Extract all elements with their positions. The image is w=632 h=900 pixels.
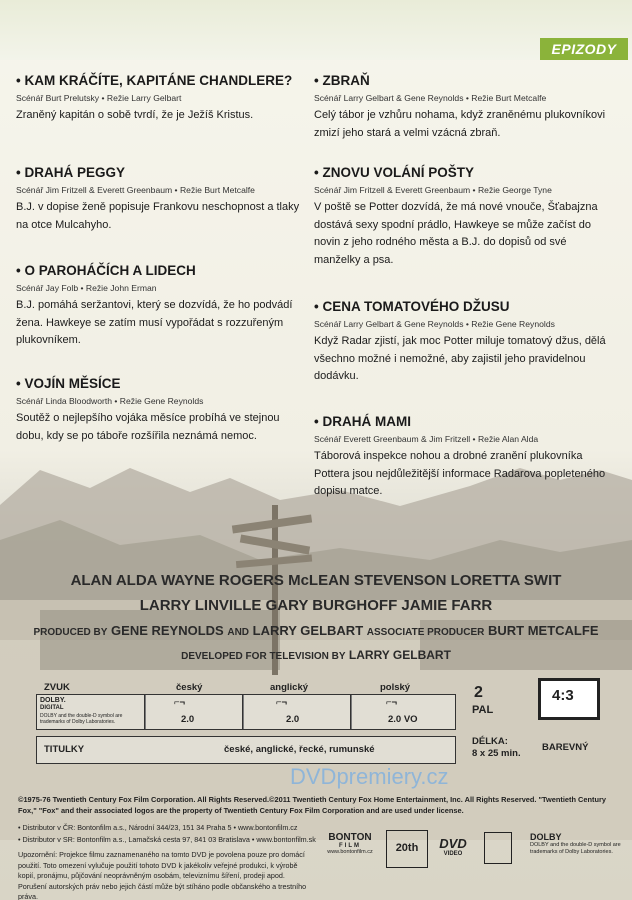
- episode-title: • ZNOVU VOLÁNÍ POŠTY: [314, 165, 474, 180]
- and-label: AND: [227, 627, 250, 638]
- bonton-logo-sub: FILM: [339, 843, 361, 849]
- produced-by-label: PRODUCED BY: [33, 627, 108, 638]
- lang-en: anglický: [270, 682, 309, 693]
- lang-cz: český: [176, 682, 203, 693]
- episode-title: • CENA TOMATOVÉHO DŽUSU: [314, 299, 510, 314]
- delka-value: 8 x 25 min.: [472, 748, 521, 759]
- episodes-tag: EPIZODY: [540, 38, 628, 60]
- dolby-logo-note: DOLBY and the double-D symbol are trademarks of Dolby Laboratories.: [530, 842, 621, 855]
- producer-credits: [0, 623, 632, 638]
- dvd-video-logo: [430, 836, 476, 857]
- episode-item: [16, 262, 301, 350]
- episode-title: • ZBRAŇ: [314, 73, 370, 88]
- audio-value-pl: 2.0 VO: [388, 714, 418, 725]
- developed-label: DEVELOPED FOR TELEVISION BY: [181, 651, 346, 662]
- episode-credits: Scénář Larry Gelbart & Gene Reynolds • Režie Gene Reynolds: [314, 319, 555, 329]
- episode-title: • KAM KRÁČÍTE, KAPITÁNE CHANDLERE?: [16, 73, 293, 88]
- episode-credits: Scénář Everett Greenbaum & Jim Fritzell • Režie Alan Alda: [314, 434, 539, 444]
- dvd-logo-text: DVD: [439, 836, 467, 851]
- dolby-note: DOLBY and the double-D symbol are trademarks of Dolby Laboratories.: [40, 713, 123, 725]
- speaker-icon: ⌐¬: [174, 697, 186, 708]
- developed-by: LARRY GELBART: [348, 648, 451, 662]
- episode-description: Soutěž o nejlepšího vojáka měsíce probíhá ve stejnou dobu, kdy se po táboře rozšířila neznámá nemoc.: [16, 412, 280, 442]
- episode-item: [314, 72, 614, 142]
- episode-description: Celý tábor je vzhůru nohama, když zraněnému plukovníkovi zmizí jeho stará a velmi vzácná zbraň.: [314, 109, 606, 139]
- dolby-logo-text: DOLBY: [530, 832, 562, 842]
- region-icon: 2: [474, 684, 483, 701]
- episode-description: Zraněný kapitán o sobě tvrdí, že je Ježíš Kristus.: [16, 109, 254, 121]
- copyright-text: ©1975-76 Twentieth Century Fox Film Corporation. All Rights Reserved.©2011 Twentieth Century Fox Home Entertainment, Inc. All Rights Reserved. "Twentieth Century Fox," "Fox" and their associated logos are the property of Twentieth Century Fox Film Corporation and are used under license.: [18, 795, 606, 815]
- associate-producer: BURT METCALFE: [488, 623, 599, 638]
- episode-title: • DRAHÁ PEGGY: [16, 165, 125, 180]
- dolby-logo: [530, 832, 624, 855]
- episode-title: • O PAROHÁČÍCH A LIDECH: [16, 263, 196, 278]
- episode-title: • DRAHÁ MAMI: [314, 414, 411, 429]
- episode-description: Když Radar zjistí, jak moc Potter miluje tomatový džus, dělá všechno možné i nemožné, aby zajistil jeho pravidelnou dodávku.: [314, 335, 606, 382]
- bonton-logo-text: BONTON: [328, 832, 372, 843]
- episode-item: [314, 164, 614, 269]
- episode-item: [314, 298, 614, 386]
- episode-item: [314, 413, 614, 501]
- bonton-logo: [320, 832, 380, 855]
- episode-description: Táborová inspekce nohou a drobné zranění plukovníka Pottera jsou nejdůležitější informace Radarova popleteného dopisu matce.: [314, 450, 606, 497]
- episode-credits: Scénář Linda Bloodworth • Režie Gene Reynolds: [16, 396, 204, 406]
- specs-table: [36, 678, 596, 770]
- distributor-sk: • Distributor v SR: Bontonfilm a.s., Lamačská cesta 97, 841 03 Bratislava • www.bontonfilm.sk: [18, 835, 316, 844]
- episode-credits: Scénář Jay Folb • Režie John Erman: [16, 283, 157, 293]
- producer-name: GENE REYNOLDS: [111, 623, 224, 638]
- color-value: BAREVNÝ: [542, 742, 589, 753]
- delka-label: DÉLKA:: [472, 736, 508, 747]
- episode-credits: Scénář Larry Gelbart & Gene Reynolds • Režie Burt Metcalfe: [314, 93, 547, 103]
- zvuk-label: ZVUK: [44, 682, 70, 693]
- header-band: [0, 0, 632, 60]
- producer-name-2: LARRY GELBART: [252, 623, 364, 638]
- cast-line-1: ALAN ALDA WAYNE ROGERS McLEAN STEVENSON LORETTA SWIT: [70, 572, 562, 589]
- dolby-label: DOLBY.: [40, 697, 66, 704]
- episode-description: B.J. v dopise ženě popisuje Frankovu neschopnost a tlaky na otce Mulcahyho.: [16, 201, 300, 231]
- bonton-logo-url: www.bontonfilm.cz: [327, 849, 373, 855]
- developed-credits: [0, 648, 632, 662]
- episode-credits: Scénář Burt Prelutsky • Režie Larry Gelbart: [16, 93, 182, 103]
- episode-title: • VOJÍN MĚSÍCE: [16, 376, 121, 391]
- episode-item: [16, 72, 301, 125]
- speaker-icon: ⌐¬: [386, 697, 398, 708]
- associate-label: ASSOCIATE PRODUCER: [366, 627, 485, 638]
- speaker-icon: ⌐¬: [276, 697, 288, 708]
- audio-value-cz: 2.0: [181, 714, 195, 725]
- watermark: DVDpremiery.cz: [290, 764, 449, 789]
- titulky-label: TITULKY: [44, 744, 85, 755]
- episode-description: V poště se Potter dozvídá, že má nové vnouče, Šťabajzna dostává sexy spodní prádlo, Hawkeye se může začíst do novin z jeho rodného města a B.J. do dopisů od své manželky a psa.: [314, 201, 598, 266]
- episode-item: [16, 164, 301, 234]
- titulky-value: české, anglické, řecké, rumunské: [224, 744, 375, 755]
- cast-line-2: LARRY LINVILLE GARY BURGHOFF JAMIE FARR: [139, 597, 493, 614]
- age-rating-icon: [484, 832, 512, 864]
- warning-text: Upozornění: Projekce filmu zaznamenaného na tomto DVD je povolena pouze pro domácí použití. Toto omezení vylučuje použití tohoto DVD k jakékoliv veřejné produkci, k výrobě kopií, pronájmu, půjčování neoprávněným osobám, televiznímu šíření, prodeji apod. Porušení autorských práv nebo jejich částí může být stíháno podle občanského a trestního práva.: [18, 850, 307, 900]
- fox-logo: 20th: [386, 830, 428, 868]
- dolby-sub: DIGITAL: [40, 705, 64, 711]
- aspect-ratio: 4:3: [552, 687, 574, 704]
- audio-value-en: 2.0: [286, 714, 300, 725]
- episode-description: B.J. pomáhá seržantovi, který se dozvídá, že ho podvádí žena. Hawkeye se zatím musí vypořádat s rozzuřeným plukovníkem.: [16, 299, 293, 346]
- distributor-cz: • Distributor v ČR: Bontonfilm a.s., Národní 344/23, 151 34 Praha 5 • www.bontonfilm.cz: [18, 823, 298, 832]
- episode-item: [16, 375, 301, 445]
- lang-pl: polský: [380, 682, 411, 693]
- dvd-logo-sub: VIDEO: [443, 851, 463, 857]
- episode-credits: Scénář Jim Fritzell & Everett Greenbaum • Režie Burt Metcalfe: [16, 185, 255, 195]
- episode-credits: Scénář Jim Fritzell & Everett Greenbaum • Režie George Tyne: [314, 185, 552, 195]
- pal-label: PAL: [472, 704, 494, 716]
